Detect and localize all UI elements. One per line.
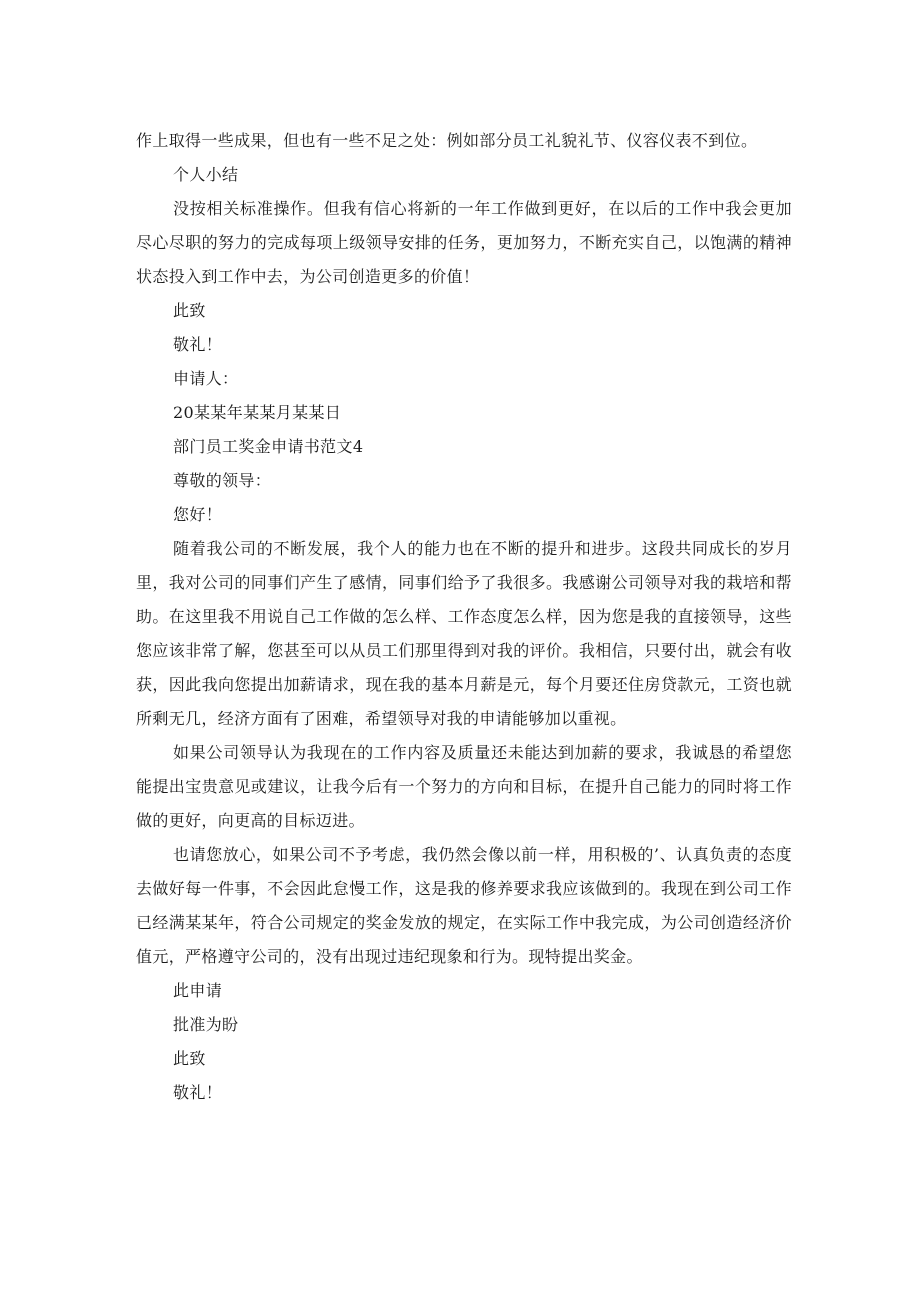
greeting-recipient: 尊敬的领导： (173, 471, 272, 490)
document-body (136, 124, 792, 1110)
paragraph-summary-body: 没按相关标准操作。但我有信心将新的一年工作做到更好，在以后的工作中我会更加尽心尽职的努力的完成每项上级领导安排的任务，更加努力，不断充实自己，以饱满的精神状态投入到工作中去，为公司创造更多的价值！ (136, 199, 792, 286)
applicant-label: 申请人： (173, 369, 239, 388)
closing-salutation: 此致 (173, 301, 206, 320)
closing-regards-2: 敬礼！ (173, 1083, 223, 1102)
paragraph-continuation: 作上取得一些成果，但也有一些不足之处：例如部分员工礼貌礼节、仪容仪表不到位。 (136, 131, 758, 150)
closing-approval: 批准为盼 (173, 1015, 239, 1034)
paragraph-request-feedback: 如果公司领导认为我现在的工作内容及质量还未能达到加薪的要求，我诚恳的希望您能提出宝贵意见或建议，让我今后有一个努力的方向和目标，在提升自己能力的同时将工作做的更好，向更高的目标迈进。 (136, 743, 792, 830)
paragraph-commitment: 也请您放心，如果公司不予考虑，我仍然会像以前一样，用积极的’、认真负责的态度去做好每一件事，不会因此怠慢工作，这是我的修养要求我应该做到的。我现在到公司工作已经满某某年，符合公司规定的奖金发放的规定，在实际工作中我完成，为公司创造经济价值元，严格遵守公司的，没有出现过违纪现象和行为。现特提出奖金。 (136, 845, 792, 966)
paragraph-growth: 随着我公司的不断发展，我个人的能力也在不断的提升和进步。这段共同成长的岁月里，我对公司的同事们产生了感情，同事们给予了我很多。我感谢公司领导对我的栽培和帮助。在这里我不用说自己工作做的怎么样、工作态度怎么样，因为您是我的直接领导，这些您应该非常了解，您甚至可以从员工们那里得到对我的评价。我相信，只要付出，就会有收获，因此我向您提出加薪请求，现在我的基本月薪是元，每个月要还住房贷款元，工资也就所剩无几，经济方面有了困难，希望领导对我的申请能够加以重视。 (136, 539, 792, 728)
greeting-hello: 您好！ (173, 505, 223, 524)
closing-salutation-2: 此致 (173, 1049, 206, 1068)
closing-regards: 敬礼！ (173, 335, 223, 354)
section-heading-personal-summary: 个人小结 (173, 165, 239, 184)
sample-title: 部门员工奖金申请书范文4 (173, 437, 364, 456)
closing-application: 此申请 (173, 981, 223, 1000)
date-line: 20某某年某某月某某日 (173, 403, 342, 422)
